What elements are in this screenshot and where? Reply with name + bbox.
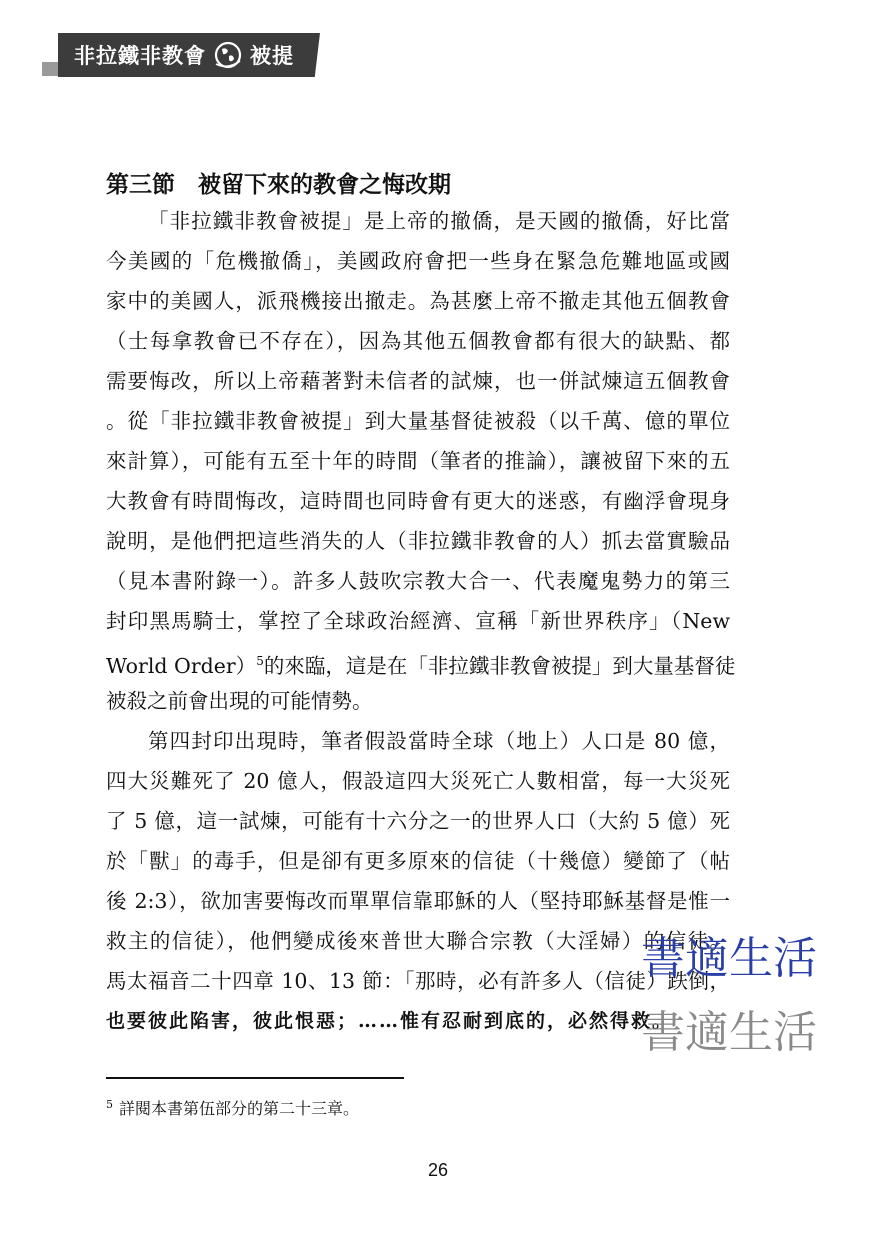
body-line-with-footnote-ref [106,641,736,681]
watermark-blue: 書適生活 [641,933,817,984]
body-line: 於「獸」的毒手，但是卻有更多原來的信徒（十幾億）變節了（帖 [106,849,730,873]
body-line: 了 5 億，這一試煉，可能有十六分之一的世界人口（大約 5 億）死 [106,809,730,833]
page-number: 26 [427,1160,449,1180]
body-line: 大教會有時間悔改，這時間也同時會有更大的迷惑，有幽浮會現身 [106,489,730,513]
section-heading: 第三節 被留下來的教會之悔改期 [106,172,451,198]
body-line: 第四封印出現時，筆者假設當時全球（地上）人口是 80 億， [148,729,730,753]
body-text: World Order） [106,653,257,678]
body-line: 被殺之前會出現的可能情勢。 [106,689,373,713]
globe-icon [212,40,244,70]
body-line: 需要悔改，所以上帝藉著對未信者的試煉，也一併試煉這五個教會 [106,369,730,393]
body-line: 「非拉鐵非教會被提」是上帝的撤僑，是天國的撤僑，好比當 [148,209,730,233]
scripture-quote: 也要彼此陷害，彼此恨惡；……惟有忍耐到底的，必然得救。 [106,1010,674,1032]
body-line: 家中的美國人，派飛機接出撤走。為甚麼上帝不撤走其他五個教會 [106,289,730,313]
body-line: 封印黑馬騎士，掌控了全球政治經濟、宣稱「新世界秩序」（New [106,609,730,633]
body-line: 馬太福音二十四章 10、13 節：「那時，必有許多人（信徒）跌倒， [106,969,730,993]
body-line: （見本書附錄一）。許多人鼓吹宗教大合一、代表魔鬼勢力的第三 [106,569,730,593]
footnote-number: 5 [106,1097,113,1111]
header-title-left: 非拉鐵非教會 [74,44,206,68]
body-line: 來計算），可能有五至十年的時間（筆者的推論），讓被留下來的五 [106,449,730,473]
header-title-right: 被提 [250,44,294,68]
footnote-reference: 5 [256,654,264,668]
body-line: 四大災難死了 20 億人，假設這四大災死亡人數相當，每一大災死 [106,769,730,793]
body-line: （士每拿教會已不存在），因為其他五個教會都有很大的缺點、都 [106,329,730,353]
footnote-text: 詳閱本書第伍部分的第二十三章。 [119,1099,360,1118]
footnote-divider [106,1077,404,1079]
running-header-title [74,40,294,70]
body-line: 說明，是他們把這些消失的人（非拉鐵非教會的人）抓去當實驗品 [106,529,730,553]
watermark-gray: 書適生活 [641,1007,817,1058]
body-line: 。從「非拉鐵非教會被提」到大量基督徒被殺（以千萬、億的單位 [106,409,730,433]
body-line: 救主的信徒），他們變成後來普世大聯合宗教（大淫婦）的信徒。 [106,929,730,953]
body-text: 的來臨，這是在「非拉鐵非教會被提」到大量基督徒 [263,653,736,678]
body-line: 今美國的「危機撤僑」，美國政府會把一些身在緊急危難地區或國 [106,249,730,273]
body-line: 後 2:3），欲加害要悔改而單單信靠耶穌的人（堅持耶穌基督是惟一 [106,889,730,913]
footnote [106,1096,359,1119]
